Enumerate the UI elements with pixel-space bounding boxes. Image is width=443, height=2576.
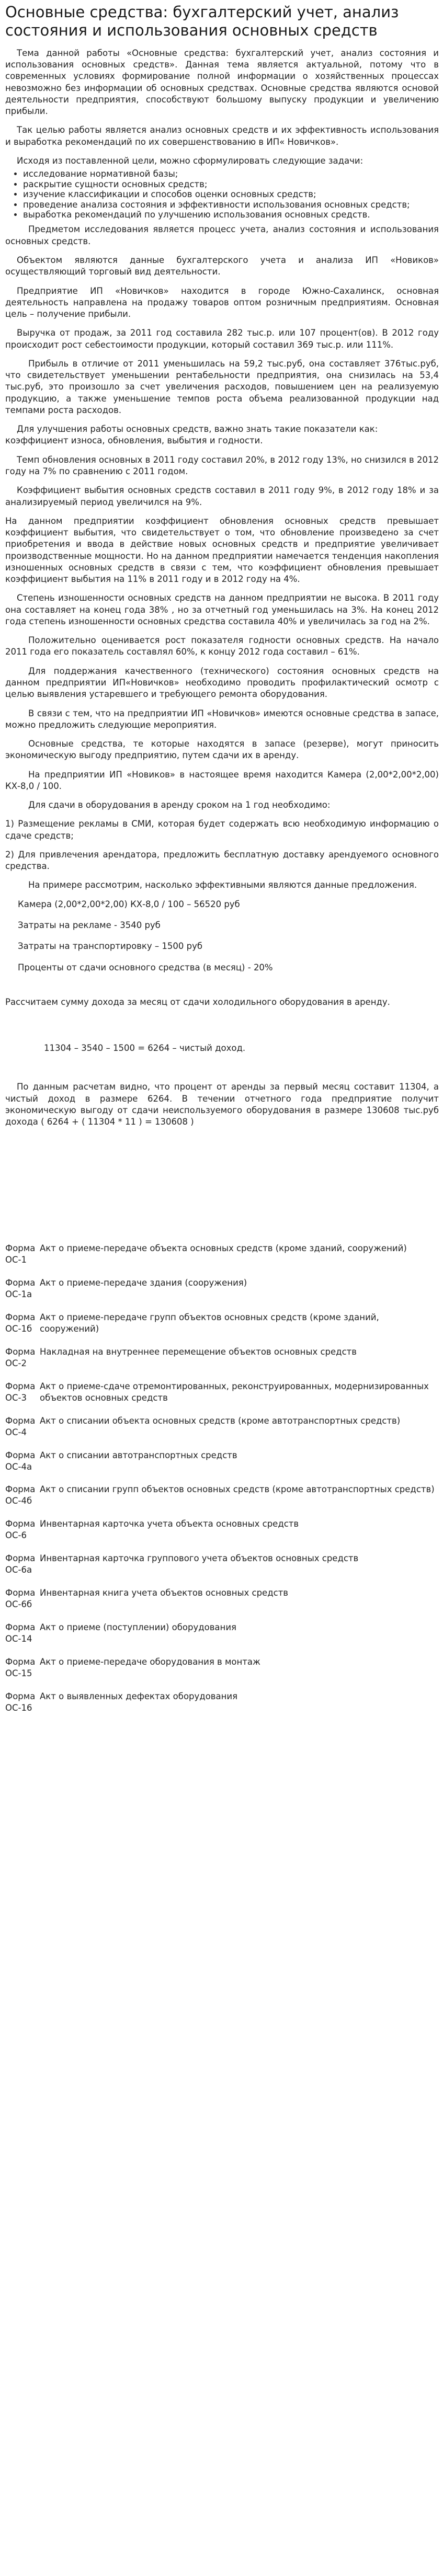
paragraph-enterprise: Предприятие ИП «Новичков» находится в городе Южно-Сахалинск, основная деятельность направлена на продажу товаров оптом розничным предприятиям. Основная цель – получение прибыли.	[5, 285, 439, 319]
form-title: Акт о списании автотранспортных средств	[40, 1450, 237, 1460]
calculation-block	[5, 899, 439, 974]
table-row	[5, 1484, 439, 1507]
form-code: ОС-4б	[5, 1496, 32, 1506]
form-prefix: Форма	[5, 1415, 36, 1426]
table-row	[5, 1415, 439, 1438]
form-prefix: Форма	[5, 1278, 36, 1288]
paragraph-revenue: Выручка от продаж, за 2011 год составила 282 тыс.р. или 107 процент(ов). В 2012 году происходит рост себестоимости продукции, который составил 369 тыс.р. или 111%.	[5, 328, 439, 350]
form-code: ОС-1	[5, 1255, 27, 1265]
table-row	[5, 1381, 439, 1404]
list-item: • исследование нормативной базы;	[23, 169, 439, 179]
list-item: • выработка рекомендаций по улучшению использования основных средств.	[23, 210, 439, 220]
form-prefix: Форма	[5, 1312, 36, 1323]
table-row	[5, 1243, 439, 1266]
form-code: ОС-4а	[5, 1461, 32, 1472]
paragraph-equipment: На предприятии ИП «Новиков» в настоящее время находится Камера (2,00*2,00*2,00) КХ-8,0 / 100.	[5, 769, 439, 791]
form-code: ОС-4	[5, 1427, 27, 1437]
form-prefix: Форма	[5, 1553, 36, 1564]
paragraph-profit: Прибыль в отличие от 2011 уменьшилась на 59,2 тыс.руб, она составляет 376тыс.руб, что свидетельствует уменьшении рентабельности предприятия, она снизилась на 53,4 тыс.руб, это произошло за счет увеличения расходов, повышением цен на реализуемую продукцию, а также уменьшение темпов роста объема реализованной продукции над темпами роста расходов.	[5, 358, 439, 415]
paragraph-usability: Положительно оценивается рост показателя годности основных средств. На начало 2011 года его показатель составлял 60%, к концу 2012 года составил – 61%.	[5, 635, 439, 657]
table-row	[5, 1518, 439, 1541]
form-prefix: Форма	[5, 1656, 36, 1667]
calc-line: Затраты на транспортировку – 1500 руб	[18, 941, 203, 952]
paragraph-rent-requirements: Для сдачи в оборудования в аренду сроком на 1 год необходимо:	[28, 800, 331, 810]
tasks-list	[5, 169, 439, 220]
table-row	[5, 1450, 439, 1473]
paragraph-trend: На данном предприятии коэффициент обновления основных средств превышает коэффициент выбытия, что свидетельствует о том, что обновление произведено за счет приобретения и ввода в действие новых основных средств и предприятие увеличивает производственные мощности. Но на данном предприятии намечается тенденция накопления изношенных основных средств в связи с тем, что коэффициент обновления превышает коэффициент выбытия на 11% в 2011 году и в 2012 году на 4%.	[5, 516, 439, 585]
form-prefix: Форма	[5, 1691, 36, 1701]
paragraph-measure-2: 2) Для привлечения арендатора, предложить бесплатную доставку арендуемого основного средства.	[5, 849, 439, 872]
paragraph-wear: Степень изношенности основных средств на данном предприятии не высока. В 2011 году она составляет на конец года 38% , но за отчетный год уменьшилась на 3%. На конец 2012 года степень изношенности основных средства составила 40% и увеличилась за год на 2%.	[5, 593, 439, 626]
paragraph-maintenance: Для поддержания качественного (технического) состояния основных средств на данном предприятии ИП«Новичков» необходимо проводить профилактический осмотр с целью выявления устаревшего и требующего ремонта оборудования.	[5, 666, 439, 700]
list-item: • изучение классификации и способов оценки основных средств;	[23, 189, 439, 199]
paragraph-reserve: В связи с тем, что на предприятии ИП «Новичков» имеются основные средства в запасе, можно предложить следующие мероприятия.	[5, 708, 439, 730]
form-title: Акт о приеме-сдаче отремонтированных, реконструированных, модернизированных объектов основных средств	[40, 1381, 429, 1403]
form-prefix: Форма	[5, 1346, 36, 1357]
paragraph-example: На примере рассмотрим, насколько эффективными являются данные предложения.	[28, 880, 417, 890]
paragraph-topic: Тема данной работы «Основные средства: бухгалтерский учет, анализ состояния и использования основных средств». Данная тема является актуальной, потому что в современных условиях формирование полной информации о хозяйственных процессах невозможно без информации об основных средствах. Основные средства являются основой деятельности предприятия, способствуют большому выпуску продукции и увеличению прибыли.	[5, 48, 439, 117]
list-item: • проведение анализа состояния и эффективности использования основных средств;	[23, 200, 439, 210]
paragraph-goal: Так целью работы является анализ основных средств и их эффективность использования и выработка рекомендаций по их совершенствованию в ИП« Новичков».	[5, 125, 439, 147]
form-code: ОС-6а	[5, 1565, 32, 1575]
form-code: ОС-2	[5, 1358, 27, 1368]
form-prefix: Форма	[5, 1450, 36, 1460]
paragraph-renewal: Темп обновления основных в 2011 году составил 20%, в 2012 году 13%, но снизился в 2012 году на 7% по сравнению с 2011 годом.	[5, 454, 439, 476]
calc-line: Проценты от сдачи основного средства (в месяц) - 20%	[18, 962, 273, 972]
form-title: Акт о приеме-передаче оборудования в монтаж	[40, 1656, 260, 1667]
net-income-formula: 11304 – 3540 – 1500 = 6264 – чистый доход.	[44, 1043, 246, 1054]
paragraph-measure-1: 1) Размещение рекламы в СМИ, которая будет содержать всю необходимую информацию о сдаче средств;	[5, 819, 439, 841]
form-prefix: Форма	[5, 1519, 36, 1529]
paragraph-conclusion: По данным расчетам видно, что процент от аренды за первый месяц составит 11304, а чистый доход в размере 6264. В течении отчетного года предприятие получит экономическую выгоду от сдачи неиспользуемого оборудования в размере 130608 тыс.руб дохода ( 6264 + ( 11304 * 11 ) = 130608 )	[5, 1082, 439, 1127]
calc-line: Затраты на рекламе - 3540 руб	[18, 920, 161, 930]
form-title: Акт о приеме-передаче здания (сооружения)	[40, 1278, 247, 1288]
paragraph-indicators: Для улучшения работы основных средств, важно знать такие показатели как: коэффициент износа, обновления, выбытия и годности.	[5, 424, 378, 446]
table-row	[5, 1277, 439, 1300]
form-title: Акт о списании объекта основных средств (кроме автотранспортных средств)	[40, 1415, 401, 1426]
form-title: Инвентарная книга учета объектов основных средств	[40, 1588, 289, 1598]
form-code: ОС-16	[5, 1702, 32, 1713]
forms-table	[5, 1243, 439, 1713]
form-code: ОС-3	[5, 1392, 27, 1403]
paragraph-tasks-intro: Исходя из поставленной цели, можно сформулировать следующие задачи:	[17, 155, 364, 166]
form-title: Акт о приеме-передаче групп объектов основных средств (кроме зданий, сооружений)	[40, 1312, 379, 1334]
form-prefix: Форма	[5, 1622, 36, 1632]
form-prefix: Форма	[5, 1484, 36, 1495]
form-title: Инвентарная карточка учета объекта основных средств	[40, 1519, 299, 1529]
page-title: Основные средства: бухгалтерский учет, анализ состояния и использования основных средств	[5, 3, 399, 40]
paragraph-disposal: Коэффициент выбытия основных средств составил в 2011 году 9%, в 2012 году 18% и за анализируемый период увеличился на 9%.	[5, 485, 439, 507]
form-code: ОС-15	[5, 1668, 32, 1678]
table-row	[5, 1656, 439, 1679]
form-code: ОС-14	[5, 1633, 32, 1644]
paragraph-rent-benefit: Основные средства, те которые находятся в запасе (резерве), могут приносить экономическую выгоду предприятию, путем сдачи их в аренду.	[5, 739, 439, 761]
form-code: ОС-1а	[5, 1289, 32, 1300]
form-title: Инвентарная карточка группового учета объектов основных средств	[40, 1553, 359, 1564]
paragraph-subject: Предметом исследования является процесс учета, анализ состояния и использования основных средств.	[5, 224, 439, 246]
paragraph-object: Объектом являются данные бухгалтерского учета и анализа ИП «Новиков» осуществляющий торговый вид деятельности.	[5, 255, 439, 277]
form-code: ОС-6	[5, 1530, 27, 1541]
table-row	[5, 1553, 439, 1576]
form-title: Акт о списании групп объектов основных средств (кроме автотранспортных средств)	[40, 1484, 435, 1495]
form-prefix: Форма	[5, 1381, 36, 1391]
form-prefix: Форма	[5, 1588, 36, 1598]
calc-line: Камера (2,00*2,00*2,00) КХ-8,0 / 100 – 56520 руб	[18, 899, 240, 909]
form-title: Акт о выявленных дефектах оборудования	[40, 1691, 238, 1701]
table-row	[5, 1312, 439, 1335]
table-row	[5, 1691, 439, 1714]
form-title: Акт о приеме (поступлении) оборудования	[40, 1622, 236, 1632]
table-row	[5, 1622, 439, 1645]
form-code: ОС-1б	[5, 1324, 32, 1334]
paragraph-income-calc: Рассчитаем сумму дохода за месяц от сдачи холодильного оборудования в аренду.	[5, 997, 390, 1007]
form-prefix: Форма	[5, 1243, 36, 1254]
list-item: • раскрытие сущности основных средств;	[23, 179, 439, 189]
form-title: Акт о приеме-передаче объекта основных средств (кроме зданий, сооружений)	[40, 1243, 407, 1254]
form-title: Накладная на внутреннее перемещение объектов основных средств	[40, 1346, 357, 1357]
table-row	[5, 1346, 439, 1369]
table-row	[5, 1587, 439, 1610]
form-code: ОС-6б	[5, 1599, 32, 1610]
